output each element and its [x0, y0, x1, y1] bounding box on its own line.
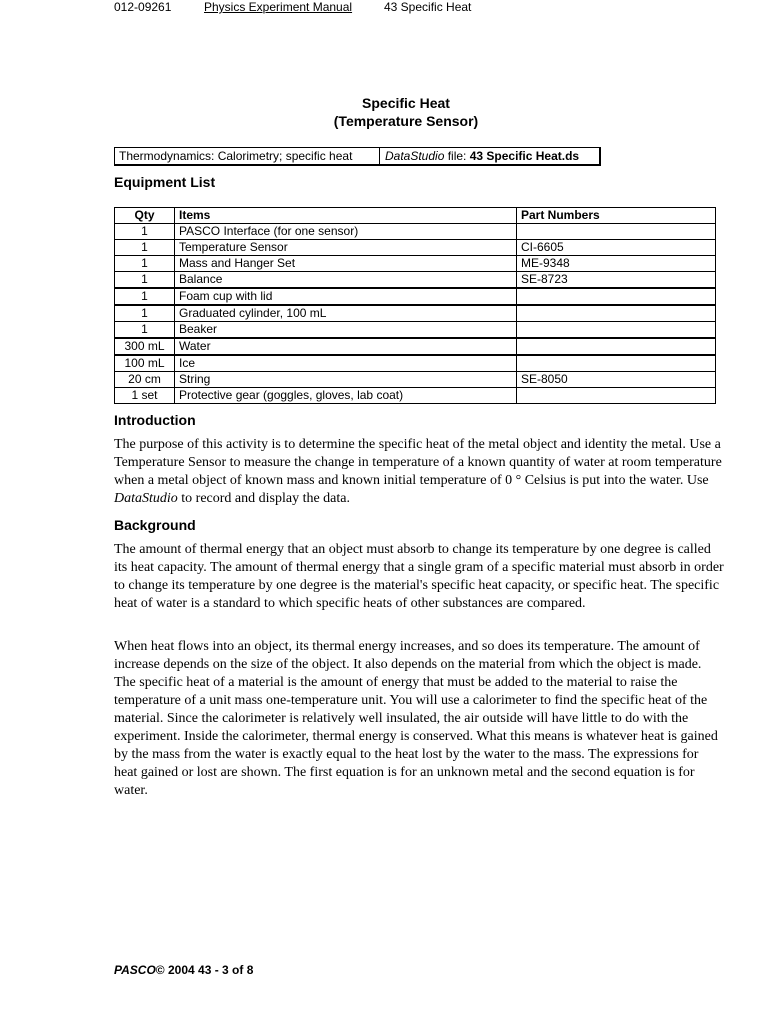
equipment-item-cell: Temperature Sensor — [175, 240, 517, 256]
equipment-qty-cell: 20 cm — [115, 372, 175, 388]
footer-page-number: 43 - 3 of 8 — [198, 963, 254, 977]
page-footer — [114, 963, 253, 977]
equipment-row — [115, 355, 716, 372]
col-header-part-numbers: Part Numbers — [517, 208, 716, 224]
footer-copyright: © 2004 — [155, 963, 195, 977]
topic-divider — [379, 148, 380, 164]
background-paragraph-1: The amount of thermal energy that an object must absorb to change its temperature by one degree is called its heat capacity. The amount of thermal energy that a single gram of a specific material must absorb in order to change its temperature by one degree is the material's specific heat capacity, or specific heat. The specific heat of water is a standard to which specific heats of other substances are compared. — [114, 542, 724, 611]
equipment-qty-cell: 1 — [115, 272, 175, 289]
datastudio-app-name: DataStudio — [385, 149, 445, 163]
equipment-part-cell — [517, 355, 716, 372]
equipment-item-cell: Ice — [175, 355, 517, 372]
equipment-part-cell — [517, 388, 716, 404]
equipment-row — [115, 388, 716, 404]
equipment-qty-cell: 1 — [115, 322, 175, 339]
title-line-1: Specific Heat — [362, 95, 450, 111]
intro-text-2: to record and display the data. — [177, 491, 350, 506]
equipment-item-cell: PASCO Interface (for one sensor) — [175, 224, 517, 240]
equipment-qty-cell: 1 — [115, 256, 175, 272]
equipment-part-cell — [517, 322, 716, 339]
datastudio-file — [385, 148, 579, 164]
equipment-part-cell: SE-8723 — [517, 272, 716, 289]
equipment-item-cell: Beaker — [175, 322, 517, 339]
introduction-heading: Introduction — [114, 412, 196, 428]
equipment-qty-cell: 1 — [115, 240, 175, 256]
background-paragraph-2: When heat flows into an object, its thermal energy increases, and so does its temperature. The amount of increase depends on the size of the object. It also depends on the material from which the object is made. The specific heat of a material is the amount of energy that must be added to the material to raise the temperature of a unit mass one-temperature unit. You will use a calorimeter to find the specific heat of the material. Since the calorimeter is relatively well insulated, the air outside will have little to do with the experiment. Inside the calorimeter, thermal energy is conserved. What this means is whatever heat is gained by the mass from the water is exactly equal to the heat lost by the water to the mass. The expressions for heat gained or lost are shown. The first equation is for an unknown metal and the second equation is for water. — [114, 639, 718, 798]
introduction-paragraph — [114, 436, 724, 508]
equipment-heading: Equipment List — [114, 174, 216, 190]
equipment-qty-cell: 1 — [115, 305, 175, 322]
equipment-row — [115, 272, 716, 289]
equipment-qty-cell: 1 set — [115, 388, 175, 404]
equipment-row — [115, 372, 716, 388]
doc-number: 012-09261 — [114, 0, 172, 14]
equipment-row — [115, 288, 716, 305]
equipment-part-cell — [517, 338, 716, 355]
topic-subject: Thermodynamics: Calorimetry; specific heat — [119, 149, 353, 163]
equipment-rows — [115, 224, 716, 404]
equipment-qty-cell: 100 mL — [115, 355, 175, 372]
running-header — [0, 0, 768, 16]
intro-app-name: DataStudio — [114, 491, 178, 506]
title-line-2: (Temperature Sensor) — [333, 113, 479, 129]
datastudio-file-label: file: — [444, 149, 470, 163]
equipment-item-cell: Foam cup with lid — [175, 288, 517, 305]
page-title — [0, 94, 768, 130]
equipment-row — [115, 224, 716, 240]
equipment-item-cell: Balance — [175, 272, 517, 289]
lab-title: 43 Specific Heat — [384, 0, 472, 14]
equipment-row — [115, 256, 716, 272]
equipment-item-cell: Mass and Hanger Set — [175, 256, 517, 272]
equipment-row — [115, 305, 716, 322]
equipment-item-cell: String — [175, 372, 517, 388]
equipment-item-cell: Water — [175, 338, 517, 355]
equipment-qty-cell: 1 — [115, 224, 175, 240]
equipment-part-cell: CI-6605 — [517, 240, 716, 256]
manual-title: Physics Experiment Manual — [204, 0, 353, 14]
footer-brand: PASCO — [114, 963, 156, 977]
equipment-row — [115, 322, 716, 339]
equipment-table — [114, 207, 716, 404]
equipment-row — [115, 240, 716, 256]
equipment-qty-cell: 1 — [115, 288, 175, 305]
intro-text-1: The purpose of this activity is to determine the specific heat of the metal object and identity the metal. Use a Temperature Sensor to measure the change in temperature of a known quantity of water at room temperature when a metal object of known mass and known initial temperature of 0 ° Celsius is put into the water. Use — [114, 437, 722, 488]
equipment-item-cell: Protective gear (goggles, gloves, lab coat) — [175, 388, 517, 404]
equipment-item-cell: Graduated cylinder, 100 mL — [175, 305, 517, 322]
topic-box — [114, 147, 601, 166]
col-header-qty: Qty — [115, 208, 175, 224]
equipment-row — [115, 338, 716, 355]
equipment-header-row — [115, 208, 716, 224]
datastudio-file-name: 43 Specific Heat.ds — [469, 149, 580, 163]
equipment-part-cell — [517, 288, 716, 305]
equipment-part-cell: SE-8050 — [517, 372, 716, 388]
background-heading: Background — [114, 517, 196, 533]
equipment-part-cell — [517, 305, 716, 322]
col-header-items: Items — [175, 208, 517, 224]
equipment-qty-cell: 300 mL — [115, 338, 175, 355]
equipment-part-cell: ME-9348 — [517, 256, 716, 272]
equipment-part-cell — [517, 224, 716, 240]
